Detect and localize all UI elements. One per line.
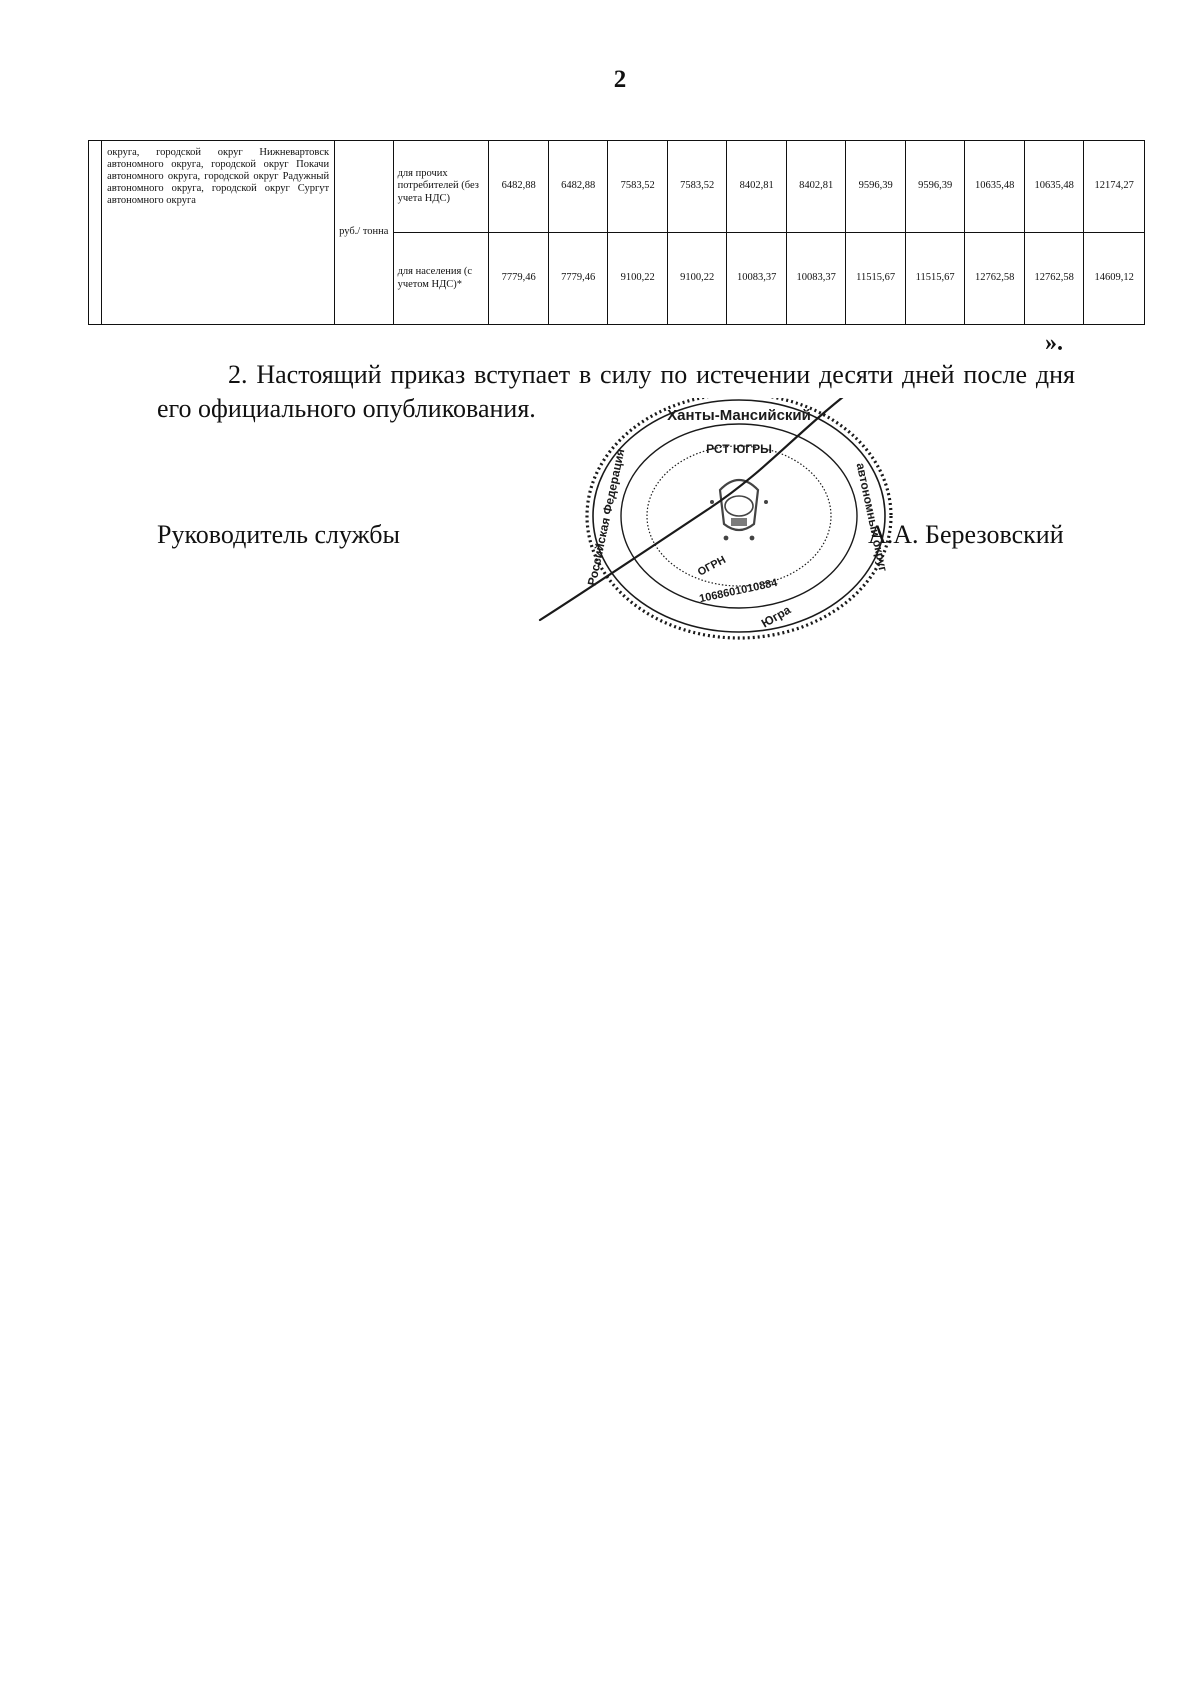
tariff-value: 14609,12 <box>1084 233 1145 325</box>
category-cell: для прочих потребителей (без учета НДС) <box>393 141 489 233</box>
tariff-value: 6482,88 <box>489 141 549 233</box>
signatory-name: А.А. Березовский <box>868 520 1064 549</box>
tariff-value: 10635,48 <box>1024 141 1084 233</box>
seal-outer-text-left: Российская Федерация <box>584 447 628 587</box>
tariff-value: 12762,58 <box>965 233 1025 325</box>
signature-stroke <box>540 398 865 620</box>
tariff-value: 11515,67 <box>846 233 906 325</box>
territory-cell: округа, городской округ Нижневартовск автономного округа, городской округ Покачи автономного округа, городской округ Радужный автономного округа, городской округ Сургут автономного округа <box>102 141 335 325</box>
tariff-value: 12762,58 <box>1024 233 1084 325</box>
seal-ogrn-label: ОГРН <box>695 553 728 579</box>
tariff-value: 9596,39 <box>905 141 965 233</box>
unit-cell: руб./ тонна <box>335 141 393 325</box>
page-number: 2 <box>613 66 627 93</box>
table-cell-blank <box>89 141 102 325</box>
seal-outer-text-bottom: Югра <box>758 602 794 631</box>
seal-outer-text-right: автономный округ <box>853 461 891 573</box>
tariff-value: 8402,81 <box>727 141 787 233</box>
tariff-value: 6482,88 <box>548 141 608 233</box>
category-cell: для населения (с учетом НДС)* <box>393 233 489 325</box>
tariff-value: 9100,22 <box>608 233 668 325</box>
tariff-value: 10083,37 <box>727 233 787 325</box>
signatory-role: Руководитель службы <box>157 520 400 549</box>
seal-emblem-icon <box>710 480 768 540</box>
tariff-value: 9100,22 <box>667 233 727 325</box>
tariff-value: 7583,52 <box>608 141 668 233</box>
tariff-value: 8402,81 <box>786 141 846 233</box>
tariff-value: 7583,52 <box>667 141 727 233</box>
tariff-value: 10083,37 <box>786 233 846 325</box>
seal-outer-text-top: Ханты-Мансийский <box>667 407 811 424</box>
seal-ogrn: 1068601010884 <box>698 576 779 606</box>
tariff-value: 10635,48 <box>965 141 1025 233</box>
tariff-table <box>88 140 1145 325</box>
tariff-value: 12174,27 <box>1084 141 1145 233</box>
seal-abbr: РСТ ЮГРЫ <box>706 442 772 456</box>
tariff-value: 11515,67 <box>905 233 965 325</box>
tariff-value: 9596,39 <box>846 141 906 233</box>
table-row <box>89 141 1145 233</box>
effective-date-paragraph: 2. Настоящий приказ вступает в силу по истечении десяти дней после дня его официального опубликования. <box>157 360 1075 423</box>
tariff-value: 7779,46 <box>548 233 608 325</box>
closing-quote: ». <box>1045 330 1063 356</box>
tariff-value: 7779,46 <box>489 233 549 325</box>
official-seal-stamp <box>530 398 950 698</box>
